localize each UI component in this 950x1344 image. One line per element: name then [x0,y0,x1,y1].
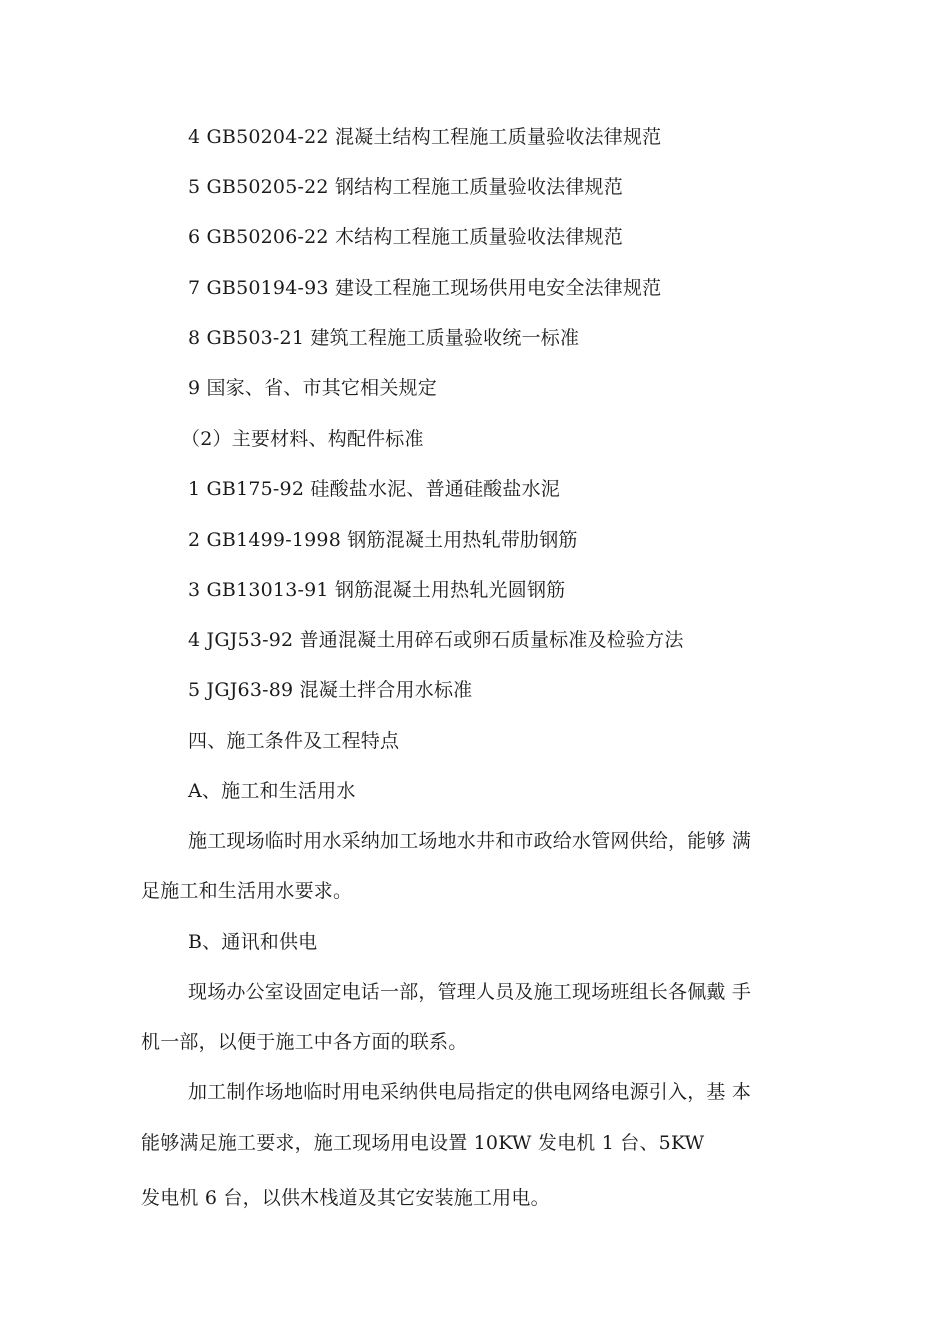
paragraph-power-line-1: 加工制作场地临时用电采纳供电局指定的供电网络电源引入，基 本 [188,1081,752,1103]
material-item-jgj63: 5 JGJ63-89 混凝土拌合用水标准 [188,679,473,701]
standard-item-gb50204: 4 GB50204-22 混凝土结构工程施工质量验收法律规范 [188,126,662,148]
standard-item-gb50205: 5 GB50205-22 钢结构工程施工质量验收法律规范 [188,176,623,198]
subheading-communication-power: B、通讯和供电 [188,931,318,953]
material-item-jgj53: 4 JGJ53-92 普通混凝土用碎石或卵石质量标准及检验方法 [188,629,684,651]
paragraph-communication-line-2: 机一部，以便于施工中各方面的联系。 [141,1031,468,1053]
standard-item-gb50206: 6 GB50206-22 木结构工程施工质量验收法律规范 [188,226,623,248]
material-item-gb1499: 2 GB1499-1998 钢筋混凝土用热轧带肋钢筋 [188,529,578,551]
section-heading-conditions: 四、施工条件及工程特点 [188,730,400,752]
standard-item-national-rules: 9 国家、省、市其它相关规定 [188,377,437,399]
paragraph-water-line-2: 足施工和生活用水要求。 [141,880,353,902]
paragraph-communication-line-1: 现场办公室设固定电话一部，管理人员及施工现场班组长各佩戴 手 [188,981,752,1003]
material-item-gb175: 1 GB175-92 硅酸盐水泥、普通硅酸盐水泥 [188,478,560,500]
subheading-water: A、施工和生活用水 [188,780,356,802]
section-heading-materials: （2）主要材料、构配件标准 [181,428,424,450]
paragraph-power-line-2: 能够满足施工要求，施工现场用电设置 10KW 发电机 1 台、5KW [141,1132,705,1154]
standard-item-gb50194: 7 GB50194-93 建设工程施工现场供用电安全法律规范 [188,277,662,299]
material-item-gb13013: 3 GB13013-91 钢筋混凝土用热轧光圆钢筋 [188,579,566,601]
paragraph-water-line-1: 施工现场临时用水采纳加工场地水井和市政给水管网供给，能够 满 [188,830,752,852]
paragraph-power-line-3: 发电机 6 台，以供木栈道及其它安装施工用电。 [141,1187,550,1209]
standard-item-gb503: 8 GB503-21 建筑工程施工质量验收统一标准 [188,327,580,349]
